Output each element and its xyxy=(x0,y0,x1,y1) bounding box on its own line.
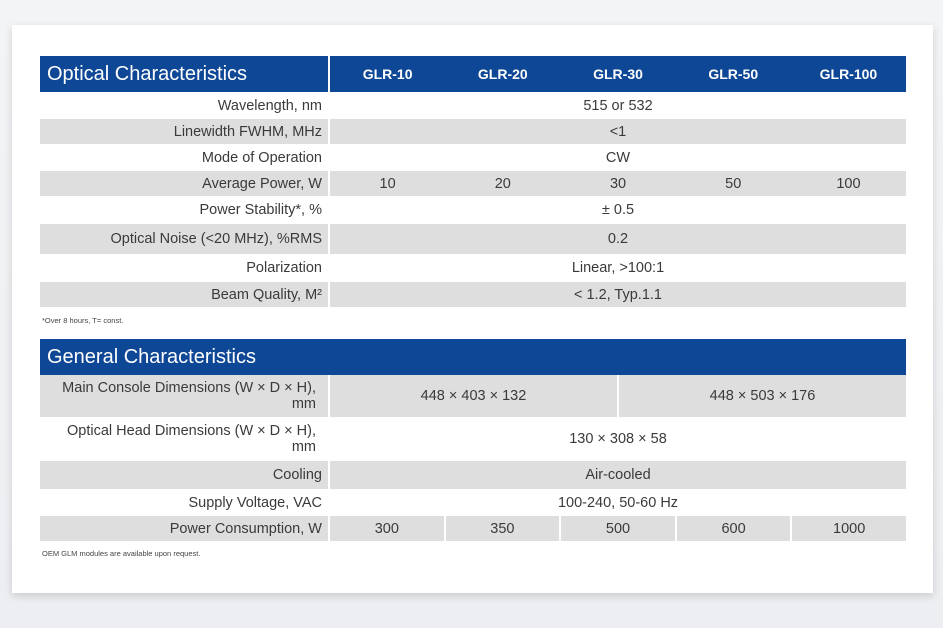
row-value: ± 0.5 xyxy=(601,202,635,218)
row-value: 448 × 403 × 132 xyxy=(420,388,527,404)
table-row xyxy=(40,417,906,461)
table-row xyxy=(40,171,906,196)
row-value: 130 × 308 × 58 xyxy=(569,431,667,447)
row-label: Optical Noise (<20 MHz), %RMS xyxy=(40,224,328,254)
row-label: Linewidth FWHM, MHz xyxy=(40,119,328,144)
row-value: CW xyxy=(605,149,631,166)
general-footnote: OEM GLM modules are available upon request. xyxy=(42,549,201,558)
table-row xyxy=(40,224,906,254)
table-row xyxy=(40,461,906,489)
row-label: Average Power, W xyxy=(40,171,328,196)
general-table xyxy=(40,339,906,541)
row-label: Supply Voltage, VAC xyxy=(188,494,322,511)
row-value: 600 xyxy=(675,516,791,541)
model-columns xyxy=(330,56,906,92)
table-row xyxy=(40,375,906,417)
row-label: Cooling xyxy=(40,461,328,489)
general-title: General Characteristics xyxy=(47,345,256,368)
row-value: 20 xyxy=(494,175,511,192)
row-value: 300 xyxy=(374,520,399,537)
row-value: 515 or 532 xyxy=(583,97,653,114)
row-label: Polarization xyxy=(246,260,322,276)
row-value: 100-240, 50-60 Hz xyxy=(557,494,679,511)
row-label: Power Consumption, W xyxy=(40,516,328,541)
model-header: GLR-50 xyxy=(708,66,759,82)
optical-table xyxy=(40,56,906,307)
row-value: 350 xyxy=(444,516,560,541)
table-row xyxy=(40,516,906,541)
model-header: GLR-10 xyxy=(362,66,413,82)
table-row xyxy=(40,144,906,171)
row-label: Wavelength, nm xyxy=(217,97,322,114)
table-row xyxy=(40,489,906,516)
row-label: Main Console Dimensions (W × D × H), mm xyxy=(62,380,316,412)
table-row xyxy=(40,196,906,224)
row-value: 0.2 xyxy=(607,231,629,247)
row-value: 50 xyxy=(725,175,742,192)
row-label: Beam Quality, M² xyxy=(40,282,328,307)
table-row xyxy=(40,92,906,119)
optical-footnote: *Over 8 hours, T= const. xyxy=(42,316,124,325)
row-label: Optical Head Dimensions (W × D × H), mm xyxy=(67,423,316,455)
row-value: 448 × 503 × 176 xyxy=(617,375,906,417)
row-value: <1 xyxy=(609,123,627,140)
spec-card xyxy=(12,25,933,593)
general-header xyxy=(40,339,906,375)
table-row xyxy=(40,254,906,282)
row-value: 100 xyxy=(836,175,861,192)
row-value: 500 xyxy=(559,516,675,541)
model-header: GLR-30 xyxy=(593,66,643,82)
row-label: Power Stability*, % xyxy=(199,202,322,218)
row-value: < 1.2, Typ.1.1 xyxy=(573,286,662,303)
model-header: GLR-100 xyxy=(819,66,878,82)
row-value: 30 xyxy=(609,175,627,192)
row-label: Mode of Operation xyxy=(201,149,322,166)
table-row xyxy=(40,119,906,144)
table-row xyxy=(40,282,906,307)
row-value: Air-cooled xyxy=(585,467,651,483)
row-value: Linear, >100:1 xyxy=(571,260,665,276)
optical-title: Optical Characteristics xyxy=(47,62,248,85)
optical-header xyxy=(40,56,906,92)
model-header: GLR-20 xyxy=(477,66,528,82)
row-value: 1000 xyxy=(790,516,906,541)
row-value: 10 xyxy=(379,175,396,192)
